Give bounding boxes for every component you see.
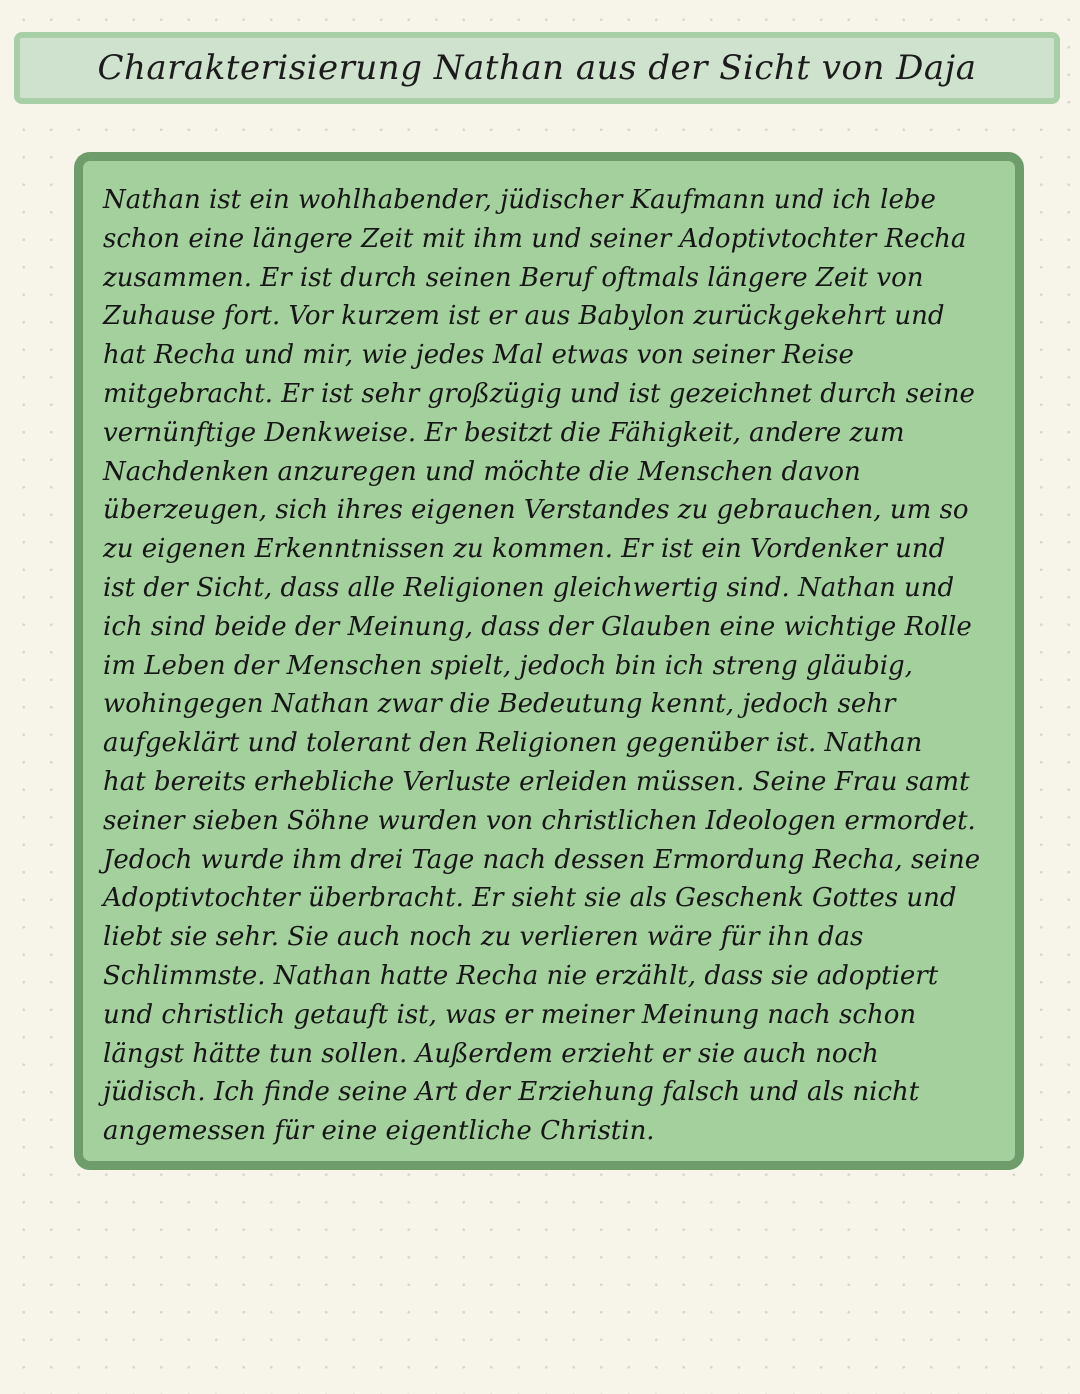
note-line: ist der Sicht, dass alle Religionen gleichwertig sind. Nathan und <box>103 572 955 603</box>
note-line: und christlich getauft ist, was er meiner Meinung nach schon <box>103 999 917 1030</box>
note-line: seiner sieben Söhne wurden von christlichen Ideologen ermordet. <box>103 805 976 836</box>
note-line: angemessen für eine eigentliche Christin. <box>103 1116 655 1147</box>
note-line: hat bereits erhebliche Verluste erleiden müssen. Seine Frau samt <box>103 766 970 797</box>
note-line: hat Recha und mir, wie jedes Mal etwas von seiner Reise <box>103 340 854 371</box>
note-line: mitgebracht. Er ist sehr großzügig und ist gezeichnet durch seine <box>103 378 975 409</box>
note-line: Jedoch wurde ihm drei Tage nach dessen Ermordung Recha, seine <box>103 844 981 875</box>
note-box <box>74 152 1024 1170</box>
note-line: Schlimmste. Nathan hatte Recha nie erzählt, dass sie adoptiert <box>103 960 939 991</box>
note-line: Zuhause fort. Vor kurzem ist er aus Babylon zurückgekehrt und <box>103 301 945 332</box>
note-line: ich sind beide der Meinung, dass der Glauben eine wichtige Rolle <box>103 611 972 642</box>
note-text <box>103 181 999 1151</box>
note-line: überzeugen, sich ihres eigenen Verstandes zu gebrauchen, um so <box>103 495 969 526</box>
note-line: aufgeklärt und tolerant den Religionen gegenüber ist. Nathan <box>103 728 923 759</box>
note-line: längst hätte tun sollen. Außerdem erzieht er sie auch noch <box>103 1038 879 1069</box>
note-line: schon eine längere Zeit mit ihm und seiner Adoptivtochter Recha <box>103 223 967 254</box>
note-line: Nachdenken anzuregen und möchte die Menschen davon <box>103 456 861 487</box>
note-line: Nathan ist ein wohlhabender, jüdischer Kaufmann und ich lebe <box>103 185 936 215</box>
note-line: liebt sie sehr. Sie auch noch zu verlieren wäre für ihn das <box>103 922 864 953</box>
title-banner <box>14 32 1060 104</box>
note-line: wohingegen Nathan zwar die Bedeutung kennt, jedoch sehr <box>103 689 896 720</box>
note-line: zusammen. Er ist durch seinen Beruf oftmals längere Zeit von <box>103 262 924 293</box>
note-line: vernünftige Denkweise. Er besitzt die Fähigkeit, andere zum <box>103 417 905 448</box>
note-line: zu eigenen Erkenntnissen zu kommen. Er ist ein Vordenker und <box>103 534 946 565</box>
page-title: Charakterisierung Nathan aus der Sicht von Daja <box>97 48 977 88</box>
note-line: Adoptivtochter überbracht. Er sieht sie als Geschenk Gottes und <box>103 883 957 914</box>
note-line: im Leben der Menschen spielt, jedoch bin ich streng gläubig, <box>103 650 913 681</box>
note-line: jüdisch. Ich finde seine Art der Erziehung falsch und als nicht <box>103 1077 920 1108</box>
